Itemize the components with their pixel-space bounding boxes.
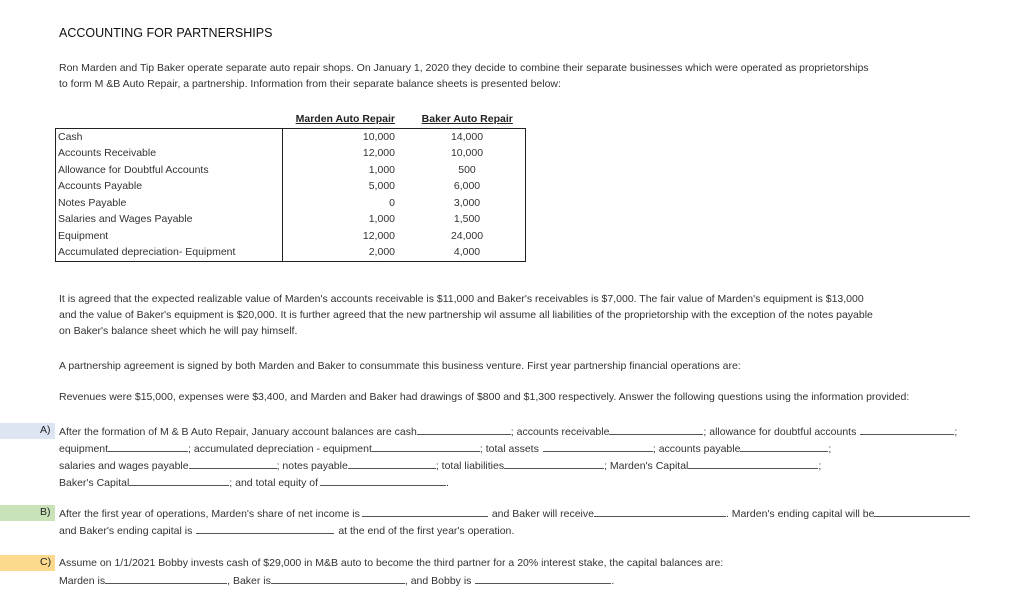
answer-baker-ending-capital[interactable] bbox=[196, 522, 334, 534]
intro-paragraph bbox=[59, 60, 869, 92]
question-b-label: B) bbox=[40, 506, 51, 518]
row-label: Accumulated depreciation- Equipment bbox=[56, 244, 283, 261]
agreement-line-2: and the value of Baker's equipment is $20,000. It is further agreed that the new partnership wil assume all liabilities of the proprietorship with the exception of the notes payable bbox=[59, 309, 873, 321]
page-title: ACCOUNTING FOR PARTNERSHIPS bbox=[59, 26, 273, 40]
table-row bbox=[56, 228, 526, 245]
table-row bbox=[56, 162, 526, 179]
baker-value: 6,000 bbox=[409, 178, 526, 195]
intro-line-1: Ron Marden and Tip Baker operate separate auto repair shops. On January 1, 2020 they decide to combine their separate businesses which were operated as proprietorships bbox=[59, 62, 869, 74]
agreement-line-3: on Baker's balance sheet which he will pay himself. bbox=[59, 325, 298, 337]
question-a-label: A) bbox=[40, 424, 51, 436]
table-header-row bbox=[56, 111, 526, 128]
table-row bbox=[56, 178, 526, 195]
table-row bbox=[56, 195, 526, 212]
signed-text: A partnership agreement is signed by both Marden and Baker to consummate this business venture. First year partnership financial operations are: bbox=[59, 360, 741, 372]
question-a-line-4: Baker's Capital ; and total equity of . bbox=[59, 474, 449, 491]
row-label: Accounts Payable bbox=[56, 178, 283, 195]
answer-marden-capital[interactable] bbox=[688, 457, 818, 469]
baker-value: 4,000 bbox=[409, 244, 526, 261]
marden-value: 2,000 bbox=[283, 244, 410, 261]
agreement-paragraph bbox=[59, 291, 873, 339]
answer-marden-share[interactable] bbox=[362, 505, 488, 517]
revenues-text: Revenues were $15,000, expenses were $3,400, and Marden and Baker had drawings of $800 and $1,300 respectively. Answer the following questions using the information provided: bbox=[59, 391, 910, 403]
answer-baker-capital[interactable] bbox=[129, 474, 229, 486]
balance-sheet-table bbox=[55, 111, 526, 262]
question-b-line-1: After the first year of operations, Marden's share of net income is and Baker will receive . Marden's ending capital will be bbox=[59, 505, 970, 522]
answer-total-assets[interactable] bbox=[543, 440, 653, 452]
answer-notes-payable[interactable] bbox=[348, 457, 436, 469]
answer-bobby-capital-2021[interactable] bbox=[475, 572, 611, 584]
answer-accumulated-depreciation[interactable] bbox=[372, 440, 480, 452]
question-c-label: C) bbox=[40, 556, 52, 568]
baker-value: 1,500 bbox=[409, 211, 526, 228]
marden-value: 1,000 bbox=[368, 213, 395, 225]
baker-value: 24,000 bbox=[409, 228, 526, 245]
marden-value: 12,000 bbox=[362, 229, 395, 242]
row-label: Cash bbox=[56, 128, 283, 145]
table-row bbox=[56, 211, 526, 228]
question-c-line-2: Marden is , Baker is , and Bobby is . bbox=[59, 572, 614, 589]
marden-value: 12,000 bbox=[362, 147, 395, 159]
header-marden: Marden Auto Repair bbox=[295, 113, 395, 125]
baker-value: 500 bbox=[409, 162, 526, 179]
answer-accounts-receivable[interactable] bbox=[609, 423, 703, 435]
row-label: Notes Payable bbox=[56, 195, 283, 212]
table-row bbox=[56, 244, 526, 261]
answer-salaries-wages-payable[interactable] bbox=[189, 457, 277, 469]
answer-accounts-payable[interactable] bbox=[740, 440, 828, 452]
marden-value: 1,000 bbox=[368, 163, 395, 176]
intro-line-2: to form M &B Auto Repair, a partnership. Information from their separate balance sheets is presented below: bbox=[59, 78, 561, 90]
answer-baker-share[interactable] bbox=[594, 505, 726, 517]
marden-value: 0 bbox=[389, 196, 395, 209]
agreement-line-1: It is agreed that the expected realizable value of Marden's accounts receivable is $11,000 and Baker's receivables is $7,000. The fair value of Marden's equipment is $13,000 bbox=[59, 293, 864, 305]
row-label: Accounts Receivable bbox=[56, 145, 283, 162]
marden-value: 10,000 bbox=[283, 128, 410, 145]
answer-allowance-doubtful[interactable] bbox=[860, 423, 954, 435]
table-row bbox=[56, 145, 526, 162]
baker-value: 3,000 bbox=[409, 195, 526, 212]
header-baker: Baker Auto Repair bbox=[421, 113, 513, 125]
answer-total-equity[interactable] bbox=[320, 474, 446, 486]
row-label: Salaries and Wages Payable bbox=[56, 211, 283, 228]
table-row bbox=[56, 128, 526, 145]
question-a-line-3: salaries and wages payable ; notes payable ; total liabilities ; Marden's Capital ; bbox=[59, 457, 821, 474]
question-a-line-1: After the formation of M & B Auto Repair, January account balances are cash ; accounts receivable ; allowance for doubtful accounts ; bbox=[59, 423, 957, 440]
row-label: Equipment bbox=[56, 228, 283, 245]
baker-value: 10,000 bbox=[409, 145, 526, 162]
answer-cash[interactable] bbox=[417, 423, 511, 435]
answer-equipment[interactable] bbox=[108, 440, 188, 452]
question-c-line-1: Assume on 1/1/2021 Bobby invests cash of $29,000 in M&B auto to become the third partner for a 20% interest stake, the capital balances are: bbox=[59, 557, 724, 569]
question-a-line-2: equipment ; accumulated depreciation - equipment ; total assets ; accounts payable ; bbox=[59, 440, 831, 457]
row-label: Allowance for Doubtful Accounts bbox=[56, 162, 283, 179]
marden-value: 5,000 bbox=[368, 180, 395, 192]
question-b-line-2: and Baker's ending capital is at the end of the first year's operation. bbox=[59, 522, 514, 539]
baker-value: 14,000 bbox=[409, 128, 526, 145]
answer-baker-capital-2021[interactable] bbox=[271, 572, 405, 584]
answer-marden-capital-2021[interactable] bbox=[105, 572, 227, 584]
answer-total-liabilities[interactable] bbox=[504, 457, 604, 469]
answer-marden-ending-capital[interactable] bbox=[874, 505, 970, 517]
